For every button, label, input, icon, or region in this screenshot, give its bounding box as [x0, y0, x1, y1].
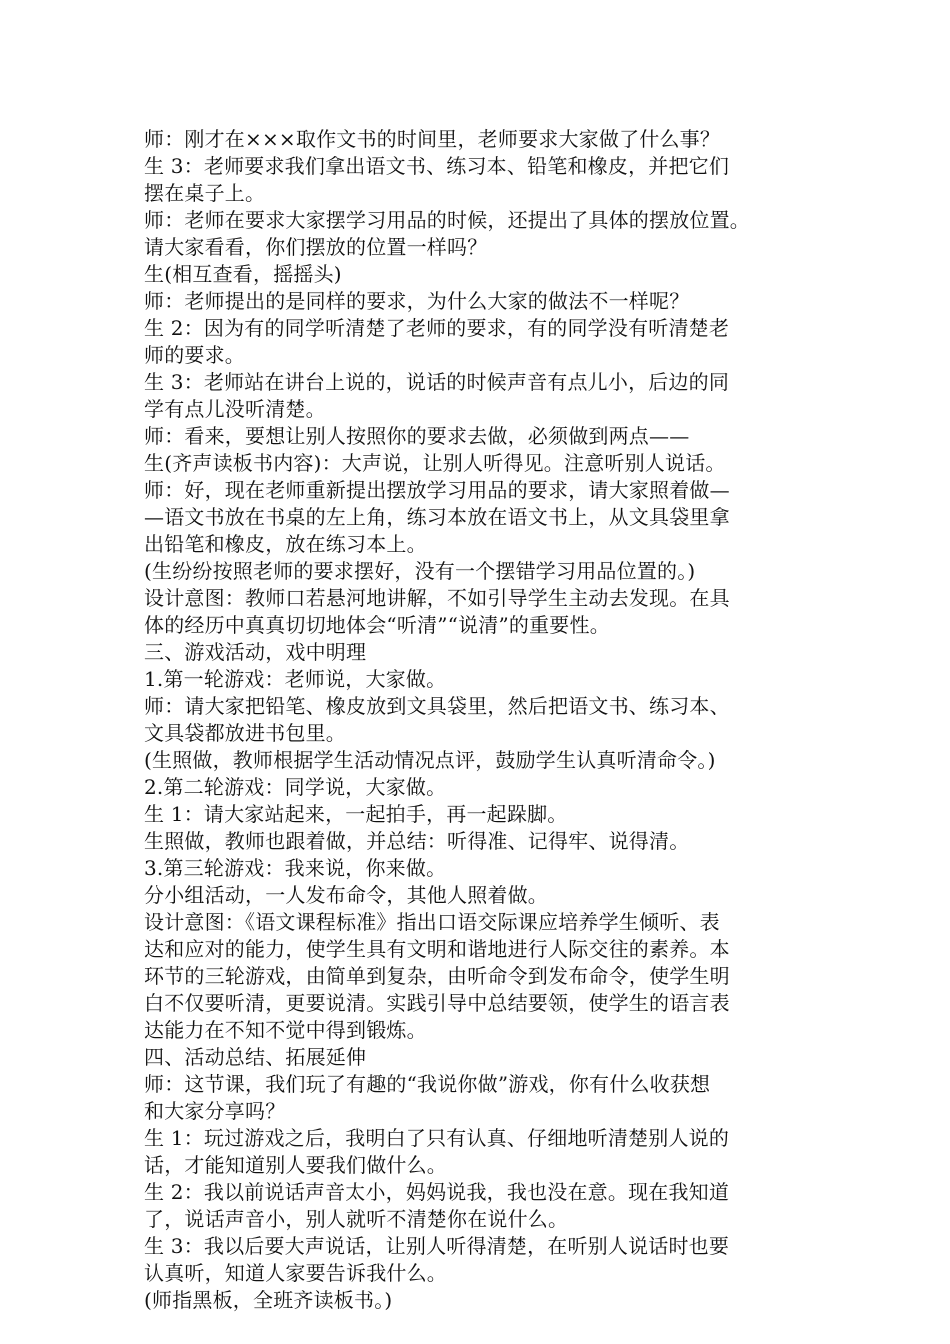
text-line: 生 1：玩过游戏之后，我明白了只有认真、仔细地听清楚别人说的: [144, 1126, 730, 1150]
text-line: 设计意图：《语文课程标准》指出口语交际课应培养学生倾听、表: [144, 910, 720, 934]
paragraph: [144, 1287, 816, 1314]
text-line: 1.第一轮游戏：老师说，大家做。: [144, 667, 447, 691]
text-line: 师：好，现在老师重新提出摆放学习用品的要求，请大家照着做—: [144, 478, 730, 502]
text-line: 请大家看看，你们摆放的位置一样吗？: [144, 235, 488, 259]
paragraph: [144, 693, 816, 747]
text-line: 白不仅要听清，更要说清。实践引导中总结要领，使学生的语言表: [144, 991, 730, 1015]
text-line: 生 3：老师站在讲台上说的，说话的时候声音有点儿小，后边的同: [144, 370, 730, 394]
paragraph: [144, 261, 816, 288]
paragraph: [144, 207, 816, 261]
paragraph: [144, 585, 816, 639]
paragraph: [144, 1125, 816, 1179]
text-line: 3.第三轮游戏：我来说，你来做。: [144, 856, 447, 880]
text-line: 和大家分享吗？: [144, 1099, 286, 1123]
paragraph: [144, 423, 816, 450]
text-line: 四、活动总结、拓展延伸: [144, 1045, 367, 1069]
text-line: 环节的三轮游戏，由简单到复杂，由听命令到发布命令，使学生明: [144, 964, 730, 988]
text-line: 设计意图：教师口若悬河地讲解，不如引导学生主动去发现。在具: [144, 586, 730, 610]
text-line: (生照做，教师根据学生活动情况点评，鼓励学生认真听清命令。): [144, 748, 716, 772]
paragraph: [144, 774, 816, 801]
paragraph: [144, 450, 816, 477]
text-line: (生纷纷按照老师的要求摆好，没有一个摆错学习用品位置的。): [144, 559, 696, 583]
text-line: 体的经历中真真切切地体会“听清”“说清”的重要性。: [144, 613, 610, 637]
text-line: 师：老师在要求大家摆学习用品的时候，还提出了具体的摆放位置。: [144, 208, 750, 232]
paragraph: [144, 666, 816, 693]
text-line: 话，才能知道别人要我们做什么。: [144, 1153, 447, 1177]
paragraph: [144, 828, 816, 855]
text-line: 认真听，知道人家要告诉我什么。: [144, 1261, 447, 1285]
text-line: —语文书放在书桌的左上角，练习本放在语文书上，从文具袋里拿: [144, 505, 730, 529]
text-line: 出铅笔和橡皮，放在练习本上。: [144, 532, 427, 556]
text-line: 生(齐声读板书内容)：大声说，让别人听得见。注意听别人说话。: [144, 451, 726, 475]
text-line: (师指黑板，全班齐读板书。): [144, 1288, 393, 1312]
text-line: 摆在桌子上。: [144, 181, 266, 205]
paragraph: [144, 801, 816, 828]
text-line: 师的要求。: [144, 343, 245, 367]
text-line: 师：老师提出的是同样的要求，为什么大家的做法不一样呢？: [144, 289, 690, 313]
paragraph: [144, 315, 816, 369]
text-line: 师：刚才在×××取作文书的时间里，老师要求大家做了什么事？: [144, 127, 721, 151]
text-line: 达能力在不知不觉中得到锻炼。: [144, 1018, 427, 1042]
text-line: 生(相互查看，摇摇头): [144, 262, 342, 286]
paragraph: [144, 477, 816, 558]
text-line: 师：看来，要想让别人按照你的要求去做，必须做到两点——: [144, 424, 690, 448]
text-line: 三、游戏活动，戏中明理: [144, 640, 367, 664]
text-line: 师：这节课，我们玩了有趣的“我说你做”游戏，你有什么收获想: [144, 1072, 711, 1096]
paragraph: [144, 747, 816, 774]
paragraph: [144, 369, 816, 423]
paragraph: [144, 288, 816, 315]
text-line: 了，说话声音小，别人就听不清楚你在说什么。: [144, 1207, 569, 1231]
paragraph: [144, 1233, 816, 1287]
paragraph: [144, 1071, 816, 1125]
document-body: [144, 126, 816, 1314]
text-line: 生照做，教师也跟着做，并总结：听得准、记得牢、说得清。: [144, 829, 690, 853]
paragraph: [144, 1179, 816, 1233]
paragraph: [144, 558, 816, 585]
paragraph: [144, 639, 816, 666]
text-line: 生 3：我以后要大声说话，让别人听得清楚，在听别人说话时也要: [144, 1234, 730, 1258]
text-line: 学有点儿没听清楚。: [144, 397, 326, 421]
text-line: 生 2：我以前说话声音太小，妈妈说我，我也没在意。现在我知道: [144, 1180, 730, 1204]
paragraph: [144, 909, 816, 1044]
text-line: 达和应对的能力，使学生具有文明和谐地进行人际交往的素养。本: [144, 937, 730, 961]
paragraph: [144, 1044, 816, 1071]
paragraph: [144, 153, 816, 207]
text-line: 师：请大家把铅笔、橡皮放到文具袋里，然后把语文书、练习本、: [144, 694, 730, 718]
paragraph: [144, 126, 816, 153]
paragraph: [144, 882, 816, 909]
text-line: 2.第二轮游戏：同学说，大家做。: [144, 775, 447, 799]
text-line: 生 3：老师要求我们拿出语文书、练习本、铅笔和橡皮，并把它们: [144, 154, 730, 178]
paragraph: [144, 855, 816, 882]
text-line: 文具袋都放进书包里。: [144, 721, 346, 745]
text-line: 分小组活动，一人发布命令，其他人照着做。: [144, 883, 548, 907]
text-line: 生 1：请大家站起来，一起拍手，再一起跺脚。: [144, 802, 568, 826]
text-line: 生 2：因为有的同学听清楚了老师的要求，有的同学没有听清楚老: [144, 316, 730, 340]
